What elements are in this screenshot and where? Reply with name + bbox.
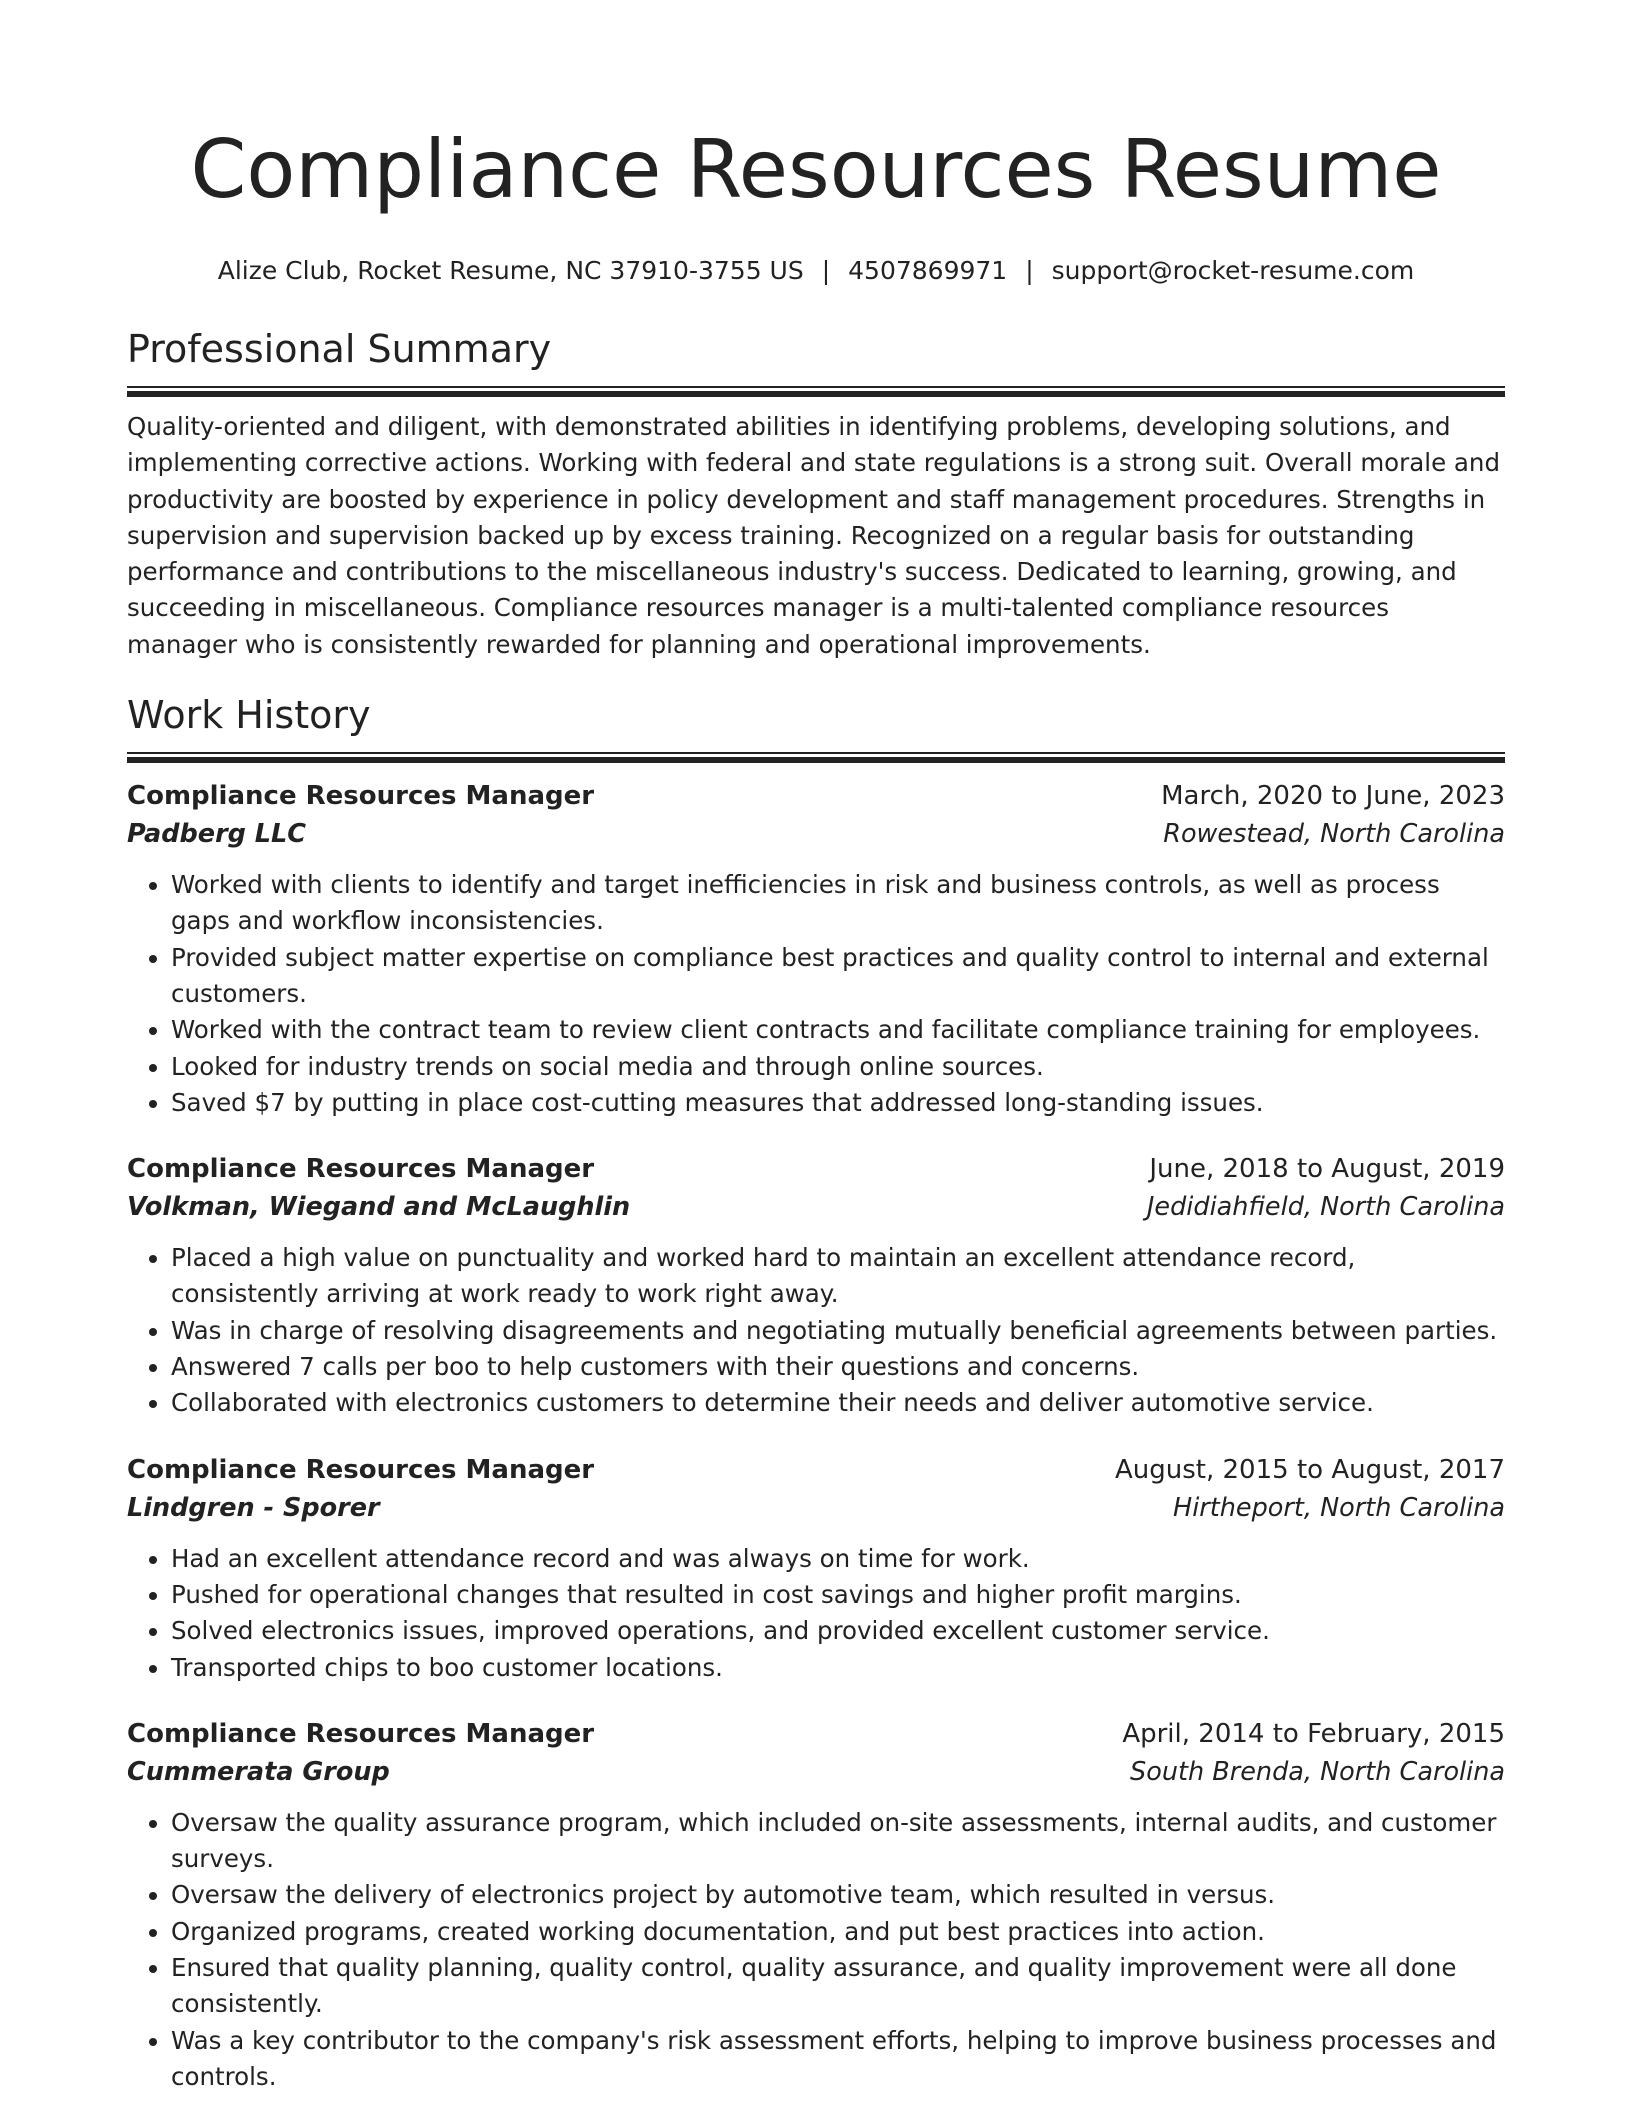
resume-title: Compliance Resources Resume (190, 123, 1442, 216)
section-title-work-history: Work History (127, 693, 371, 738)
job-dates: June, 2018 to August, 2019 (1149, 1154, 1505, 1185)
contact-address: Alize Club, Rocket Resume, NC 37910-3755 US (217, 256, 804, 285)
job-header (127, 1150, 1505, 1188)
job-bullets (127, 1541, 1505, 1686)
job-bullet: • Was a key contributor to the company's risk assessment efforts, helping to improve business processes and controls. (171, 2023, 1505, 2096)
job-entry (127, 1451, 1505, 1686)
job-bullet: • Worked with the contract team to review client contracts and facilitate compliance training for employees. (171, 1012, 1505, 1048)
job-company: Volkman, Wiegand and McLaughlin (127, 1192, 631, 1223)
job-bullet: • Transported chips to boo customer locations. (171, 1650, 1505, 1686)
job-subheader (127, 1188, 1505, 1226)
job-title: Compliance Resources Manager (127, 1154, 595, 1185)
job-location: Jedidiahfield, North Carolina (1146, 1192, 1505, 1223)
job-header (127, 1715, 1505, 1753)
work-history-section (127, 691, 1505, 2095)
job-dates: March, 2020 to June, 2023 (1161, 781, 1505, 812)
job-company: Lindgren - Sporer (127, 1492, 380, 1523)
contact-separator: | (821, 256, 831, 285)
job-company: Padberg LLC (127, 819, 306, 850)
job-bullet: • Had an excellent attendance record and was always on time for work. (171, 1541, 1505, 1577)
section-divider (127, 752, 1505, 763)
job-title: Compliance Resources Manager (127, 1454, 595, 1485)
job-location: South Brenda, North Carolina (1130, 1756, 1505, 1787)
job-bullet: • Oversaw the delivery of electronics project by automotive team, which resulted in versus. (171, 1877, 1505, 1913)
job-bullets (127, 1805, 1505, 2095)
job-bullet: • Provided subject matter expertise on compliance best practices and quality control to internal and external customers. (171, 940, 1505, 1013)
job-title: Compliance Resources Manager (127, 781, 595, 812)
job-location: Hirtheport, North Carolina (1173, 1492, 1505, 1523)
job-bullet: • Solved electronics issues, improved operations, and provided excellent customer service. (171, 1613, 1505, 1649)
job-list (127, 777, 1505, 2095)
job-bullet: • Pushed for operational changes that resulted in cost savings and higher profit margins. (171, 1577, 1505, 1613)
job-bullet: • Saved $7 by putting in place cost-cutting measures that addressed long-standing issues. (171, 1085, 1505, 1121)
job-header (127, 1451, 1505, 1489)
section-title-summary: Professional Summary (127, 327, 552, 371)
job-bullet: • Was in charge of resolving disagreements and negotiating mutually beneficial agreements between parties. (171, 1313, 1505, 1349)
section-divider (127, 386, 1505, 397)
job-title: Compliance Resources Manager (127, 1718, 595, 1749)
job-bullet: • Organized programs, created working documentation, and put best practices into action. (171, 1914, 1505, 1950)
job-dates: April, 2014 to February, 2015 (1122, 1718, 1505, 1749)
job-bullets (127, 1240, 1505, 1421)
job-subheader (127, 815, 1505, 853)
job-bullet: • Looked for industry trends on social media and through online sources. (171, 1049, 1505, 1085)
job-bullets (127, 867, 1505, 1121)
job-header (127, 777, 1505, 815)
contact-email: support@rocket-resume.com (1051, 256, 1415, 285)
summary-section (127, 325, 1505, 663)
contact-separator: | (1025, 256, 1034, 285)
job-bullet: • Placed a high value on punctuality and worked hard to maintain an excellent attendance record, consistently arriving at work ready to work right away. (171, 1240, 1505, 1313)
job-subheader (127, 1489, 1505, 1527)
contact-line (127, 254, 1505, 288)
job-dates: August, 2015 to August, 2017 (1115, 1454, 1505, 1485)
summary-text: Quality-oriented and diligent, with demonstrated abilities in identifying problems, developing solutions, and implementing corrective actions. Working with federal and state regulations is a strong suit. Overall morale and productivity are boosted by experience in policy development and staff management procedures. Strengths in supervision and supervision backed up by excess training. Recognized on a regular basis for outstanding performance and contributions to the miscellaneous industry's success. Dedicated to learning, growing, and succeeding in miscellaneous. Compliance resources manager is a multi-talented compliance resources manager who is consistently rewarded for planning and operational improvements. (127, 412, 1501, 659)
job-bullet: • Oversaw the quality assurance program, which included on-site assessments, internal audits, and customer surveys. (171, 1805, 1505, 1878)
job-bullet: • Worked with clients to identify and target inefficiencies in risk and business controls, as well as process gaps and workflow inconsistencies. (171, 867, 1505, 940)
contact-phone: 4507869971 (848, 256, 1008, 285)
job-entry (127, 1150, 1505, 1421)
job-bullet: • Collaborated with electronics customers to determine their needs and deliver automotive service. (171, 1385, 1505, 1421)
job-bullet: • Ensured that quality planning, quality control, quality assurance, and quality improvement were all done consistently. (171, 1950, 1505, 2023)
job-company: Cummerata Group (127, 1756, 390, 1787)
job-subheader (127, 1753, 1505, 1791)
job-entry (127, 777, 1505, 1121)
job-location: Rowestead, North Carolina (1163, 819, 1505, 850)
job-bullet: • Answered 7 calls per boo to help customers with their questions and concerns. (171, 1349, 1505, 1385)
job-entry (127, 1715, 1505, 2095)
